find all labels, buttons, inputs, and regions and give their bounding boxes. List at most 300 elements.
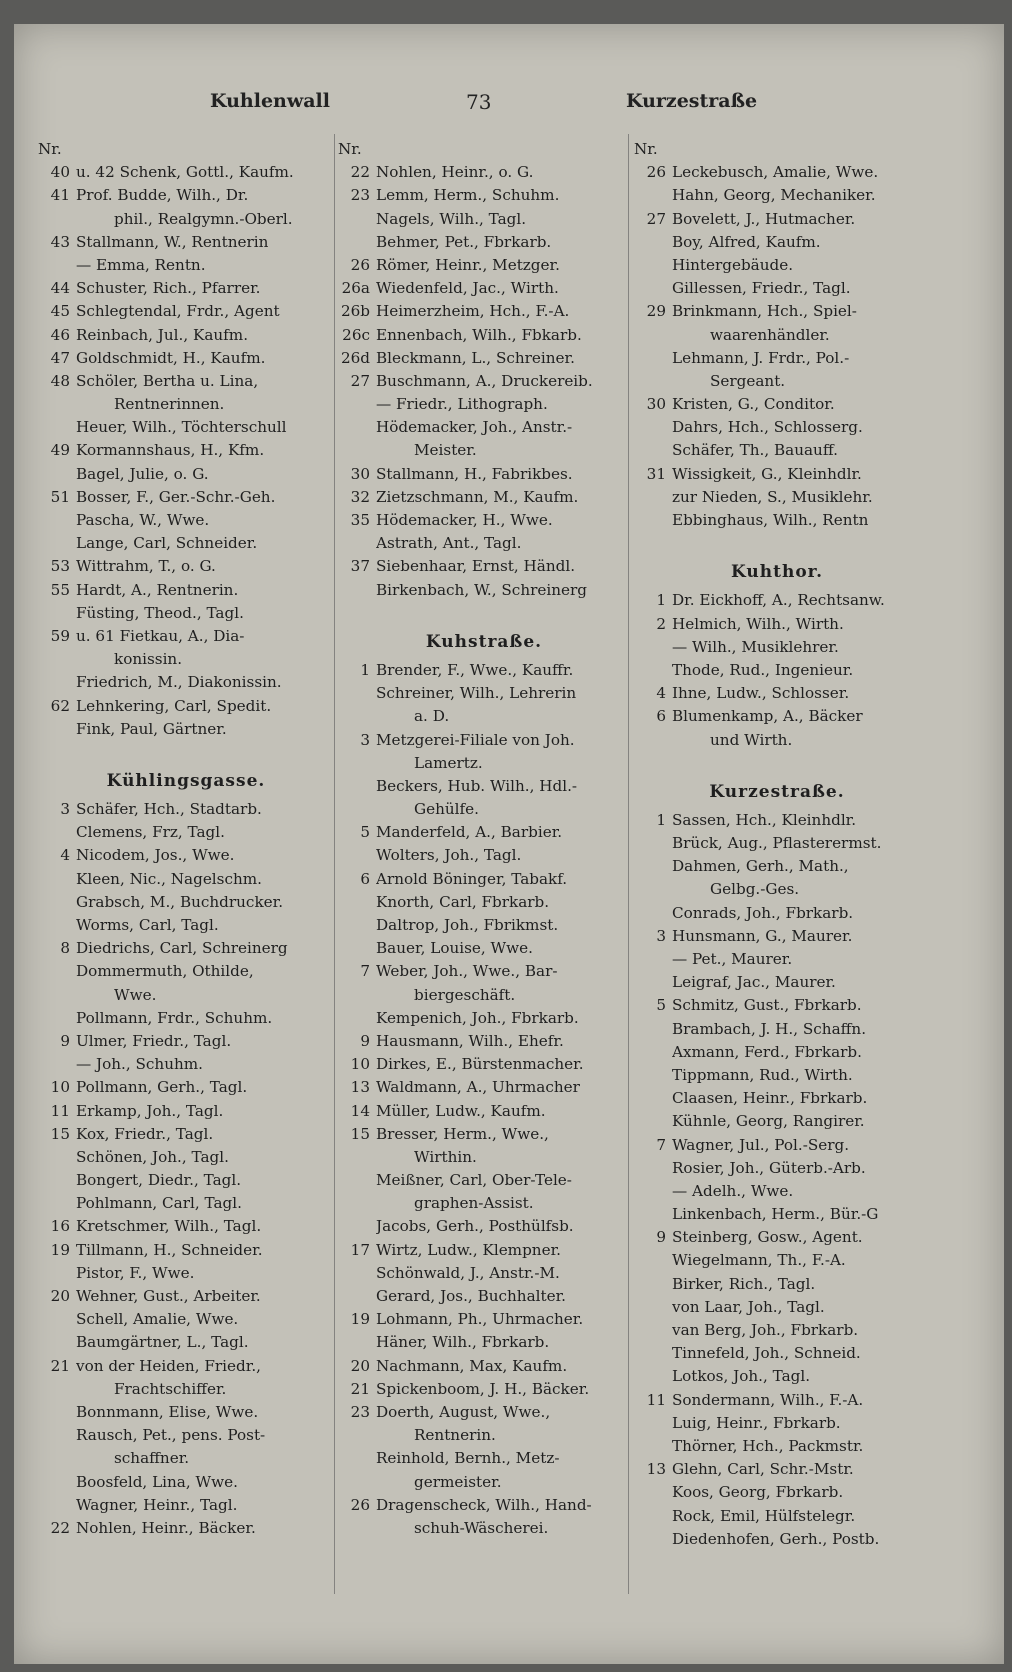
- house-number: 26: [350, 1495, 370, 1514]
- directory-entry: [336, 821, 632, 844]
- resident-text: Daltrop, Joh., Fbrikmst.: [376, 916, 559, 934]
- resident-text: Heuer, Wilh., Töchterschull: [76, 418, 287, 437]
- house-number: [336, 1447, 376, 1470]
- resident-text: Wittrahm, T., o. G.: [76, 557, 216, 576]
- directory-entry: [36, 1331, 336, 1354]
- resident-text: Hahn, Georg, Mechaniker.: [672, 186, 876, 205]
- resident-text: Nohlen, Heinr., Bäcker.: [76, 1518, 256, 1537]
- directory-entry: [632, 832, 922, 855]
- directory-entry: [36, 937, 336, 960]
- directory-entry: [336, 1007, 632, 1030]
- house-number: [36, 393, 76, 416]
- directory-entry: [336, 184, 632, 207]
- house-number: 14: [350, 1101, 370, 1120]
- house-number: 47: [50, 348, 70, 367]
- house-number: [336, 439, 376, 462]
- resident-text: Wagner, Heinr., Tagl.: [76, 1495, 238, 1514]
- house-number: [632, 971, 672, 994]
- resident-text: Diedrichs, Carl, Schreinerg: [76, 939, 288, 958]
- house-number: 10: [50, 1078, 70, 1097]
- resident-text: phil., Realgymn.-Oberl.: [114, 209, 293, 228]
- resident-text: und Wirth.: [710, 730, 793, 749]
- house-number: 48: [50, 371, 70, 390]
- resident-text: Brinkmann, Hch., Spiel-: [672, 302, 857, 321]
- directory-entry: [36, 1285, 336, 1308]
- directory-entry: [632, 439, 922, 462]
- resident-text: Kox, Friedr., Tagl.: [76, 1124, 214, 1143]
- directory-entry: [36, 370, 336, 393]
- house-number: [632, 1435, 672, 1458]
- resident-text: Dragenscheck, Wilh., Hand-: [376, 1495, 592, 1514]
- resident-text: Bonnmann, Elise, Wwe.: [76, 1402, 259, 1421]
- directory-entry: [632, 1064, 922, 1087]
- directory-entry: [36, 1494, 336, 1517]
- house-number: 35: [350, 511, 370, 529]
- directory-entry: [336, 1100, 632, 1123]
- resident-text: Luig, Heinr., Fbrkarb.: [672, 1413, 841, 1432]
- directory-entry: [36, 1424, 336, 1447]
- house-number: [632, 1481, 672, 1504]
- resident-text: Hardt, A., Rentnerin.: [76, 580, 239, 599]
- house-number: 45: [50, 302, 70, 321]
- directory-entry: [632, 208, 922, 231]
- directory-entry: [336, 1331, 632, 1354]
- resident-text: Ihne, Ludw., Schlosser.: [672, 684, 850, 703]
- directory-entry: [336, 1517, 632, 1540]
- house-number: [632, 347, 672, 370]
- directory-entry: [632, 1273, 922, 1296]
- resident-text: Dommermuth, Othilde,: [76, 962, 254, 981]
- directory-entry: [632, 300, 922, 323]
- directory-entry: [36, 984, 336, 1007]
- street-heading: Kühlingsgasse.: [106, 771, 266, 792]
- resident-text: Helmich, Wilh., Wirth.: [672, 614, 844, 633]
- resident-text: graphen-Assist.: [414, 1194, 534, 1213]
- directory-entry: [632, 1319, 922, 1342]
- resident-text: Thode, Rud., Ingenieur.: [672, 660, 854, 679]
- directory-entry: [336, 208, 632, 231]
- house-number: 29: [646, 302, 666, 321]
- house-number: 44: [50, 279, 70, 298]
- house-number: [36, 463, 76, 486]
- directory-entry: [36, 914, 336, 937]
- house-number: [632, 1064, 672, 1087]
- resident-text: Steinberg, Gosw., Agent.: [672, 1228, 863, 1247]
- resident-text: [78, 138, 336, 161]
- house-number: 1: [360, 660, 370, 679]
- resident-text: Wagner, Jul., Pol.-Serg.: [672, 1135, 850, 1154]
- house-number: 3: [60, 800, 70, 819]
- directory-entry: [632, 878, 922, 901]
- directory-entry: [632, 948, 922, 971]
- resident-text: Lamertz.: [414, 753, 483, 772]
- directory-entry: [336, 1146, 632, 1169]
- directory-entry: [632, 613, 922, 636]
- resident-text: Ennenbach, Wilh., Fbkarb.: [376, 325, 582, 344]
- house-number: [336, 1285, 376, 1308]
- resident-text: Häner, Wilh., Fbrkarb.: [376, 1333, 550, 1352]
- directory-entry: [336, 1401, 632, 1424]
- resident-text: Astrath, Ant., Tagl.: [376, 534, 522, 553]
- street-heading: Kuhstraße.: [425, 631, 543, 652]
- house-number: [336, 914, 376, 937]
- house-number: [632, 1505, 672, 1528]
- directory-entry: [336, 914, 632, 937]
- directory-entry: [632, 1157, 922, 1180]
- house-number: [36, 1169, 76, 1192]
- house-number: Nr.: [634, 140, 658, 158]
- directory-entry: [336, 161, 632, 184]
- house-number: [36, 1401, 76, 1424]
- house-number: [36, 960, 76, 983]
- house-number: [632, 439, 672, 462]
- resident-text: Erkamp, Joh., Tagl.: [76, 1101, 224, 1120]
- resident-text: Blumenkamp, A., Bäcker: [672, 707, 863, 726]
- resident-text: Jacobs, Gerh., Posthülfsb.: [376, 1217, 574, 1236]
- directory-entry: [336, 1123, 632, 1146]
- resident-text: Lehmann, J. Frdr., Pol.-: [672, 348, 850, 367]
- resident-text: Dirkes, E., Bürstenmacher.: [376, 1055, 584, 1074]
- resident-text: Schlegtendal, Frdr., Agent: [76, 302, 280, 321]
- resident-text: Clemens, Frz, Tagl.: [76, 823, 225, 842]
- resident-text: Waldmann, A., Uhrmacher: [376, 1078, 580, 1097]
- directory-entry: [336, 1192, 632, 1215]
- directory-entry: [36, 509, 336, 532]
- resident-text: Wwe.: [114, 985, 157, 1004]
- resident-text: Stallmann, W., Rentnerin: [76, 232, 269, 251]
- directory-entry: [36, 1030, 336, 1053]
- directory-entry: [336, 798, 632, 821]
- resident-text: Nachmann, Max, Kaufm.: [376, 1356, 568, 1375]
- directory-entry: [36, 1517, 336, 1540]
- directory-entry: [632, 994, 922, 1017]
- house-number: 40: [50, 163, 70, 182]
- resident-text: Hintergebäude.: [672, 255, 794, 274]
- resident-text: Bosser, F., Ger.-Schr.-Geh.: [76, 487, 276, 506]
- resident-text: von Laar, Joh., Tagl.: [672, 1297, 825, 1316]
- house-number: 6: [656, 707, 666, 726]
- directory-entry: [336, 300, 632, 323]
- directory-entry: [336, 775, 632, 798]
- house-number: 26d: [340, 348, 370, 367]
- directory-entry: [336, 891, 632, 914]
- resident-text: Friedrich, M., Diakonissin.: [76, 673, 282, 692]
- directory-entry: [36, 208, 336, 231]
- resident-text: Axmann, Ferd., Fbrkarb.: [672, 1042, 862, 1061]
- house-number: 26a: [341, 279, 370, 298]
- house-number: 62: [50, 696, 70, 715]
- resident-text: Stallmann, H., Fabrikbes.: [376, 464, 573, 483]
- resident-text: Tippmann, Rud., Wirth.: [672, 1065, 853, 1084]
- spacer: [336, 602, 632, 625]
- house-number: [36, 821, 76, 844]
- resident-text: Grabsch, M., Buchdrucker.: [76, 892, 284, 911]
- resident-text: Brück, Aug., Pflasterermst.: [672, 834, 882, 853]
- directory-entry: [336, 1494, 632, 1517]
- house-number: [632, 636, 672, 659]
- house-number: [336, 1215, 376, 1238]
- directory-entry: [632, 1296, 922, 1319]
- directory-entry: [36, 347, 336, 370]
- directory-entry: [336, 659, 632, 682]
- spacer: [632, 532, 922, 555]
- directory-entry: [632, 1342, 922, 1365]
- directory-entry: [632, 1365, 922, 1388]
- house-number: 19: [350, 1310, 370, 1329]
- resident-text: a. D.: [414, 707, 450, 726]
- resident-text: Lange, Carl, Schneider.: [76, 534, 258, 553]
- resident-text: Rausch, Pet., pens. Post-: [76, 1426, 266, 1445]
- directory-entry: [336, 416, 632, 439]
- house-number: 7: [360, 962, 370, 981]
- resident-text: Pollmann, Gerh., Tagl.: [76, 1078, 248, 1097]
- house-number: 27: [646, 209, 666, 228]
- house-number: [632, 1087, 672, 1110]
- directory-entry: [336, 1355, 632, 1378]
- house-number: [632, 832, 672, 855]
- resident-text: Koos, Georg, Fbrkarb.: [672, 1483, 844, 1502]
- directory-entry: [336, 439, 632, 462]
- resident-text: Gerard, Jos., Buchhalter.: [376, 1287, 567, 1305]
- column-left: [36, 138, 336, 1540]
- directory-entry: [36, 960, 336, 983]
- directory-entry: [36, 161, 336, 184]
- resident-text: Ebbinghaus, Wilh., Rentn: [672, 511, 869, 529]
- directory-entry: [36, 324, 336, 347]
- directory-entry: [336, 960, 632, 983]
- house-number: [336, 1146, 376, 1169]
- directory-entry: [632, 138, 922, 161]
- resident-text: — Emma, Rentn.: [76, 255, 206, 274]
- resident-text: Bovelett, J., Hutmacher.: [672, 209, 856, 228]
- directory-entry: [36, 1123, 336, 1146]
- directory-entry: [336, 486, 632, 509]
- directory-page: [14, 24, 1004, 1664]
- header-right-street: Kurzestraße: [626, 90, 758, 112]
- house-number: [336, 705, 376, 728]
- directory-entry: [36, 602, 336, 625]
- house-number: 41: [50, 186, 70, 205]
- directory-entry: [632, 1018, 922, 1041]
- directory-entry: [632, 1481, 922, 1504]
- resident-text: Gillessen, Friedr., Tagl.: [672, 279, 851, 298]
- directory-entry: [632, 1226, 922, 1249]
- directory-entry: [336, 1285, 632, 1308]
- directory-entry: [36, 1447, 336, 1470]
- resident-text: Dahrs, Hch., Schlosserg.: [672, 418, 863, 437]
- directory-entry: [36, 1146, 336, 1169]
- resident-text: Wiedenfeld, Jac., Wirth.: [376, 279, 559, 298]
- directory-entry: [632, 1087, 922, 1110]
- resident-text: Weber, Joh., Wwe., Bar-: [376, 962, 558, 981]
- directory-entry: [336, 1447, 632, 1470]
- resident-text: Behmer, Pet., Fbrkarb.: [376, 232, 552, 251]
- resident-text: Metzgerei-Filiale von Joh.: [376, 730, 575, 749]
- house-number: 59: [50, 626, 70, 645]
- resident-text: Kristen, G., Conditor.: [672, 395, 835, 414]
- directory-entry: [36, 868, 336, 891]
- directory-entry: [36, 891, 336, 914]
- resident-text: — Pet., Maurer.: [672, 950, 793, 968]
- directory-entry: [632, 705, 922, 728]
- directory-entry: [36, 648, 336, 671]
- resident-text: Beckers, Hub. Wilh., Hdl.-: [376, 776, 578, 795]
- directory-entry: [632, 659, 922, 682]
- spacer: [632, 752, 922, 775]
- house-number: [36, 891, 76, 914]
- house-number: [336, 393, 376, 416]
- directory-entry: [36, 1471, 336, 1494]
- directory-entry: [36, 1192, 336, 1215]
- resident-text: Spickenboom, J. H., Bäcker.: [376, 1379, 590, 1398]
- resident-text: Schöler, Bertha u. Lina,: [76, 371, 259, 390]
- directory-entry: [632, 855, 922, 878]
- house-number: 17: [350, 1240, 370, 1259]
- resident-text: Reinhold, Bernh., Metz-: [376, 1449, 560, 1468]
- directory-entry: [632, 1134, 922, 1157]
- house-number: 55: [50, 580, 70, 599]
- resident-text: Pollmann, Frdr., Schuhm.: [76, 1008, 273, 1027]
- resident-text: Hunsmann, G., Maurer.: [672, 926, 853, 945]
- resident-text: Schuster, Rich., Pfarrer.: [76, 279, 261, 298]
- house-number: 5: [360, 823, 370, 842]
- directory-entry: [36, 1308, 336, 1331]
- directory-entry: [36, 798, 336, 821]
- house-number: [336, 844, 376, 867]
- house-number: 30: [646, 395, 666, 414]
- directory-entry: [632, 1458, 922, 1481]
- directory-entry: [36, 671, 336, 694]
- directory-entry: [632, 589, 922, 612]
- directory-entry: [632, 184, 922, 207]
- house-number: [336, 532, 376, 555]
- house-number: 20: [350, 1356, 370, 1375]
- resident-text: u. 61 Fietkau, A., Dia-: [76, 626, 245, 645]
- directory-entry: [336, 1308, 632, 1331]
- house-number: [36, 1308, 76, 1331]
- column-right: [632, 138, 922, 1551]
- house-number: 9: [60, 1031, 70, 1050]
- header-left-street: Kuhlenwall: [210, 90, 330, 112]
- house-number: [36, 1331, 76, 1354]
- house-number: [632, 509, 672, 532]
- resident-text: Meister.: [414, 441, 477, 460]
- directory-entry: [36, 231, 336, 254]
- resident-text: Birker, Rich., Tagl.: [672, 1274, 816, 1293]
- house-number: [632, 1412, 672, 1435]
- house-number: [632, 254, 672, 277]
- directory-entry: [36, 277, 336, 300]
- resident-text: Schäfer, Hch., Stadtarb.: [76, 800, 262, 819]
- resident-text: Hödemacker, H., Wwe.: [376, 511, 553, 529]
- resident-text: germeister.: [414, 1472, 502, 1491]
- resident-text: Füsting, Theod., Tagl.: [76, 603, 244, 622]
- directory-entry: [36, 718, 336, 741]
- house-number: [36, 1424, 76, 1447]
- directory-entry: [336, 752, 632, 775]
- house-number: [336, 231, 376, 254]
- resident-text: Bongert, Diedr., Tagl.: [76, 1171, 242, 1190]
- house-number: [36, 1262, 76, 1285]
- house-number: 10: [350, 1055, 370, 1074]
- house-number: [36, 1494, 76, 1517]
- house-number: [36, 1378, 76, 1401]
- house-number: [336, 1331, 376, 1354]
- resident-text: Schäfer, Th., Bauauff.: [672, 441, 838, 460]
- house-number: [632, 370, 672, 393]
- directory-entry: [632, 1389, 922, 1412]
- directory-entry: [36, 695, 336, 718]
- directory-entry: [336, 463, 632, 486]
- house-number: [36, 532, 76, 555]
- resident-text: Rosier, Joh., Güterb.-Arb.: [672, 1158, 866, 1177]
- resident-text: Rentnerinnen.: [114, 395, 225, 414]
- resident-text: Wissigkeit, G., Kleinhdlr.: [672, 464, 862, 483]
- house-number: [632, 948, 672, 971]
- street-heading: Kuhthor.: [731, 562, 823, 583]
- resident-text: Prof. Budde, Wilh., Dr.: [76, 186, 249, 205]
- resident-text: Lehnkering, Carl, Spedit.: [76, 696, 272, 715]
- directory-entry: [632, 1249, 922, 1272]
- house-number: [336, 1262, 376, 1285]
- directory-entry: [632, 1110, 922, 1133]
- resident-text: Bresser, Herm., Wwe.,: [376, 1124, 549, 1143]
- directory-entry: [336, 393, 632, 416]
- resident-text: — Joh., Schuhm.: [76, 1055, 203, 1074]
- street-heading: Kurzestraße.: [709, 781, 845, 802]
- house-number: 22: [350, 163, 370, 182]
- directory-entry: [336, 1053, 632, 1076]
- house-number: 8: [60, 939, 70, 958]
- house-number: [336, 1517, 376, 1540]
- house-number: [632, 1249, 672, 1272]
- house-number: [632, 1296, 672, 1319]
- house-number: [336, 798, 376, 821]
- house-number: Nr.: [38, 140, 62, 158]
- directory-entry: [336, 682, 632, 705]
- house-number: [336, 752, 376, 775]
- resident-text: Dahmen, Gerh., Math.,: [672, 857, 849, 876]
- resident-text: waarenhändler.: [710, 325, 830, 344]
- directory-entry: [36, 416, 336, 439]
- house-number: [632, 1203, 672, 1226]
- directory-entry: [336, 1169, 632, 1192]
- directory-entry: [632, 416, 922, 439]
- directory-entry: [336, 705, 632, 728]
- house-number: Nr.: [338, 140, 362, 158]
- resident-text: Goldschmidt, H., Kaufm.: [76, 348, 266, 367]
- resident-text: Nagels, Wilh., Tagl.: [376, 209, 527, 228]
- directory-entry: [632, 1412, 922, 1435]
- house-number: [632, 1180, 672, 1203]
- resident-text: Tinnefeld, Joh., Schneid.: [672, 1344, 861, 1363]
- house-number: [36, 648, 76, 671]
- directory-entry: [36, 486, 336, 509]
- directory-entry: [36, 254, 336, 277]
- directory-entry: [336, 868, 632, 891]
- resident-text: Schreiner, Wilh., Lehrerin: [376, 684, 577, 703]
- resident-text: Lotkos, Joh., Tagl.: [672, 1367, 811, 1386]
- house-number: 7: [656, 1135, 666, 1154]
- house-number: [632, 1528, 672, 1551]
- house-number: [36, 718, 76, 741]
- house-number: [36, 671, 76, 694]
- directory-entry: [336, 370, 632, 393]
- directory-entry: [36, 184, 336, 207]
- house-number: 26c: [342, 325, 370, 344]
- directory-entry: [632, 729, 922, 752]
- house-number: [36, 914, 76, 937]
